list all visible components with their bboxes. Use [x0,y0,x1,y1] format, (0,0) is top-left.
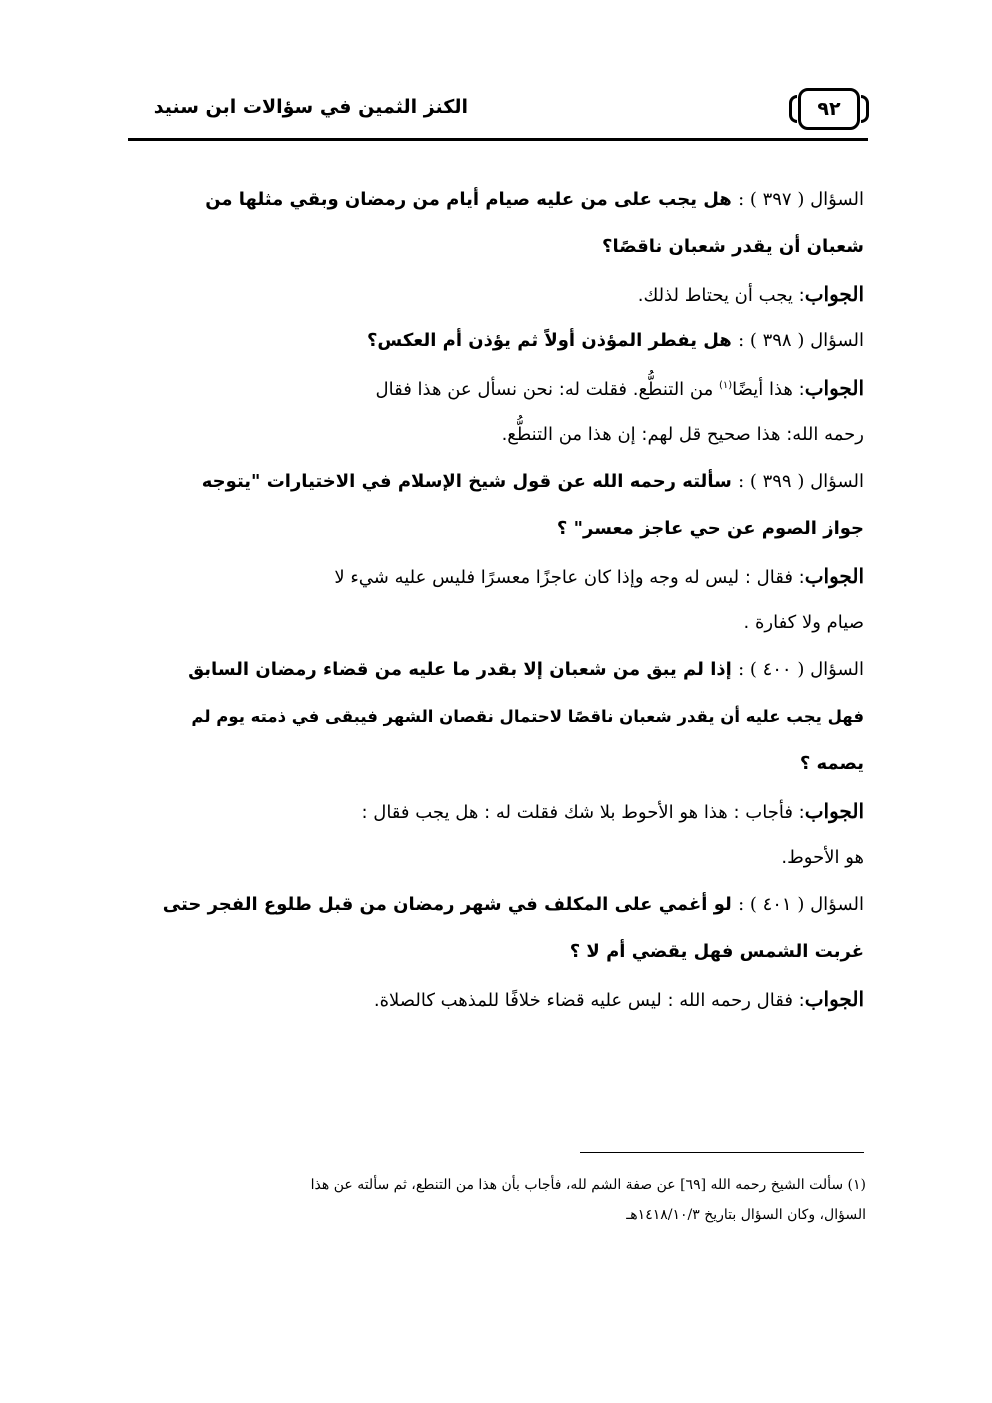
question-label: السؤال ( ٣٩٨ ) : [738,330,864,351]
question-label: السؤال ( ٣٩٧ ) : [738,189,864,210]
question-397-line-2 [128,227,864,274]
answer-label: الجواب [804,282,864,306]
answer-text: : فقال رحمه الله : ليس عليه قضاء خلافًا للمذهب كالصلاة. [373,990,805,1011]
footnote-line-1: (١) سألت الشيخ رحمه الله [٦٩] عن صفة الشم لله، فأجاب بأن هذا من التنطع، ثم سألته عن هذا [310,1177,866,1193]
question-398 [128,321,864,368]
question-text: هل يفطر المؤذن أولاً ثم يؤذن أم العكس؟ [366,330,732,351]
question-400-line-3 [128,744,864,791]
answer-text: : فقال : ليس له وجه وإذا كان عاجزًا معسرًا فليس عليه شيء لا [334,567,805,588]
question-text: سألته رحمه الله عن قول شيخ الإسلام في الاختيارات "يتوجه [201,471,732,492]
header-divider [128,138,868,141]
question-text: إذا لم يبق من شعبان إلا بقدر ما عليه من قضاء رمضان السابق [188,659,732,680]
question-text: جواز الصوم عن حي عاجز معسر" ؟ [556,518,864,539]
book-title: الكنز الثمين في سؤالات ابن سنيد [153,96,468,118]
question-399-line-2 [128,509,864,556]
answer-text: : فأجاب : هذا هو الأحوط بلا شك فقلت له : هل يجب فقال : [361,802,805,823]
footnote-reference: (١) [718,380,733,391]
footnote-divider [580,1152,864,1153]
answer-text: رحمه الله: هذا صحيح قل لهم: إن هذا من التنطُّع. [501,424,864,445]
question-401-line-1 [128,885,864,932]
question-397-line-1 [128,180,864,227]
answer-text: هو الأحوط. [781,847,864,868]
main-text [128,180,864,1026]
answer-399-line-1 [128,556,864,603]
question-label: السؤال ( ٤٠٠ ) : [738,659,864,680]
question-399-line-1 [128,462,864,509]
answer-label: الجواب [804,799,864,823]
question-401-line-2 [128,932,864,979]
question-label: السؤال ( ٣٩٩ ) : [738,471,864,492]
answer-text: صيام ولا كفارة . [743,612,864,633]
answer-400-line-2 [128,838,864,885]
answer-label: الجواب [804,564,864,588]
question-text: يصمه ؟ [799,753,864,774]
page-number: ٩٢ [798,88,860,130]
answer-text: من التنطُّع. فقلت له: نحن نسأل عن هذا فقال [375,379,719,400]
answer-401 [128,979,864,1026]
footnote-line-2: السؤال، وكان السؤال بتاريخ ١٤١٨/١٠/٣هـ [626,1207,866,1223]
answer-398-line-1 [128,368,864,415]
question-text: هل يجب على من عليه صيام أيام من رمضان وبقي مثلها من [205,189,732,210]
answer-label: الجواب [804,376,864,400]
answer-400-line-1 [128,791,864,838]
answer-399-line-2 [128,603,864,650]
question-text: غربت الشمس فهل يقضي أم لا ؟ [569,941,864,962]
answer-label: الجواب [804,987,864,1011]
footnote [128,1170,866,1230]
answer-text: : يجب أن يحتاط لذلك. [637,285,805,306]
question-400-line-1 [128,650,864,697]
page-header [128,86,868,144]
question-text: لو أغمي على المكلف في شهر رمضان من قبل طلوع الفجر حتى [162,894,732,915]
answer-text: : هذا أيضًا [732,379,805,400]
question-text: شعبان أن يقدر شعبان ناقصًا؟ [602,236,864,257]
question-label: السؤال ( ٤٠١ ) : [738,894,864,915]
question-text: فهل يجب عليه أن يقدر شعبان ناقصًا لاحتمال نقصان الشهر فيبقى في ذمته يوم لم [191,707,864,726]
answer-397 [128,274,864,321]
answer-398-line-2 [128,415,864,462]
question-400-line-2 [128,697,864,744]
